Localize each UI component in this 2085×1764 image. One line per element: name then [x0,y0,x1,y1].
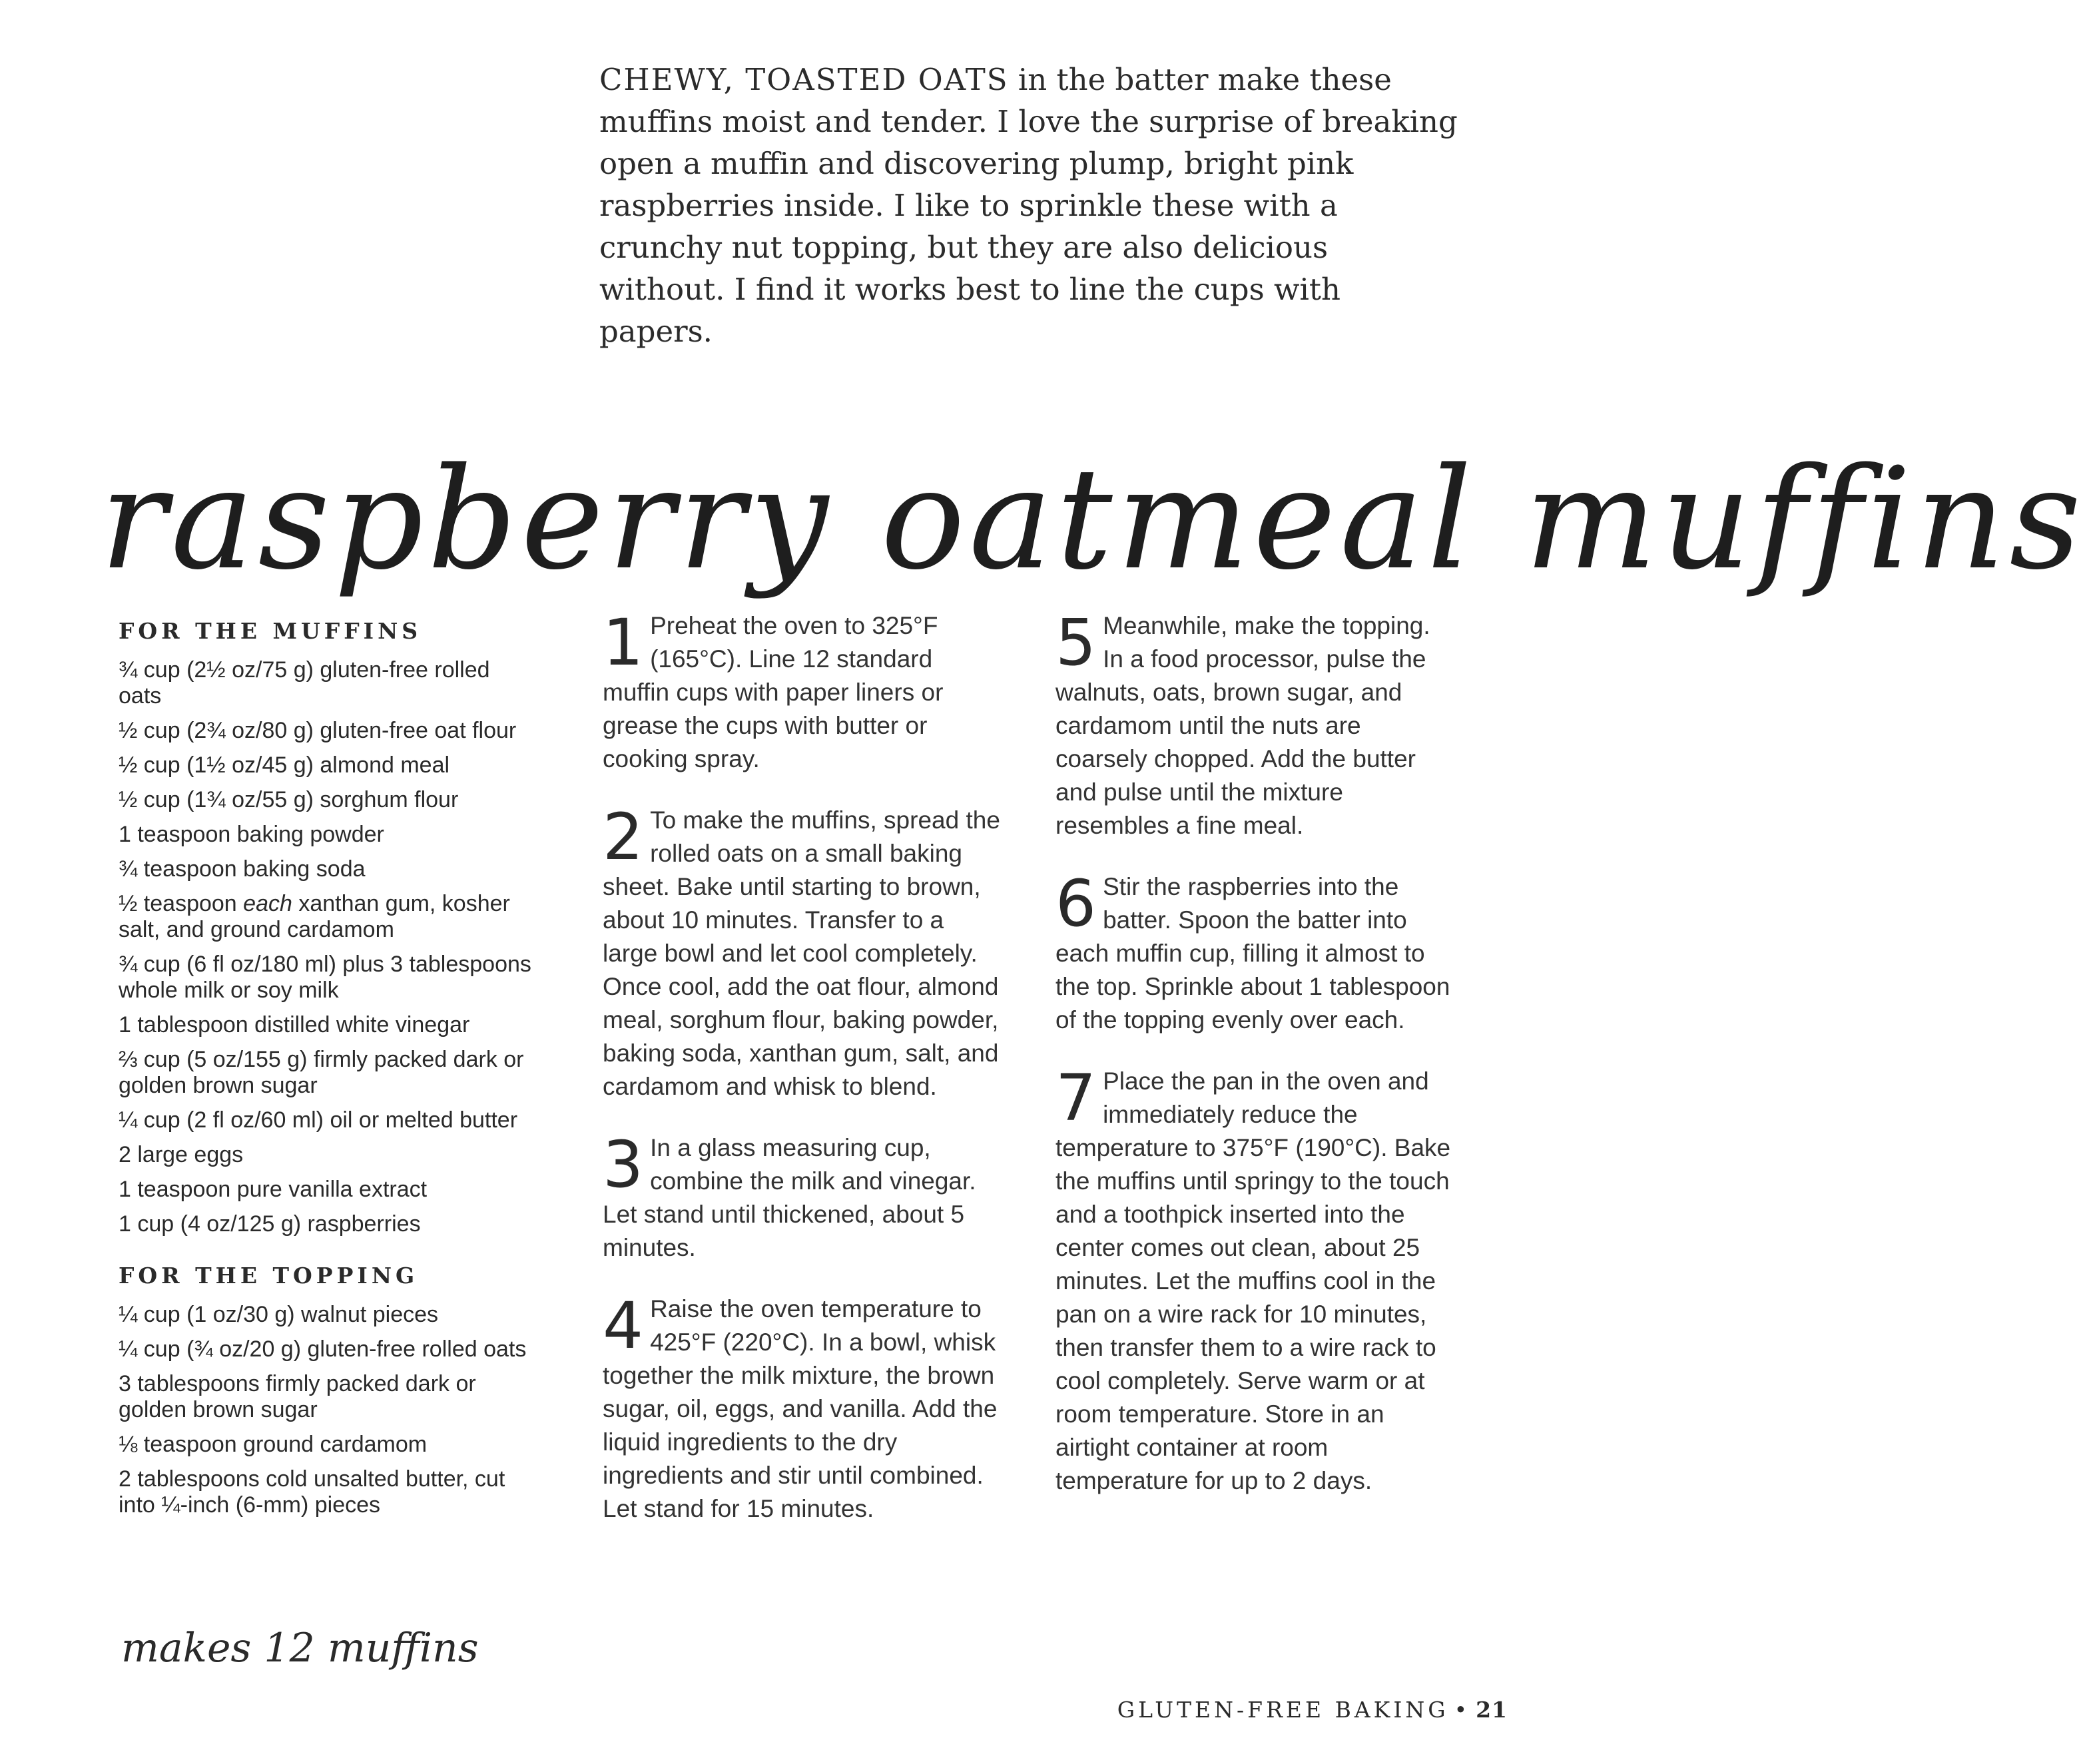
ingredient-item: 1 tablespoon distilled white vinegar [119,1012,470,1037]
book-title: GLUTEN-FREE BAKING [1117,1697,1449,1723]
ingredients-column [119,618,531,1527]
ingredient-item: ¾ cup (2½ oz/75 g) gluten-free rolled oats [119,657,490,709]
recipe-title: raspberry oatmeal muffins [100,438,2085,601]
step-number: 3 [603,1127,644,1202]
ingredient-item-each [119,891,531,943]
step-text: Raise the oven temperature to 425°F (220°C). In a bowl, whisk together the milk mixture, the brown sugar, oil, eggs, and vanilla. Add the liquid ingredients to the dry ingredients and stir until combined. Let stand for 15 minutes. [603,1295,998,1522]
step-4 [603,1289,1002,1526]
intro-text: in the batter make these muffins moist and tender. I love the surprise of breaking open a muffin and discovering plump, bright pink raspberries inside. I like to sprinkle these with a crunchy nut topping, but they are also delicious without. I find it works best to line the cups with papers. [599,62,1458,349]
ingredient-item: ½ cup (1¾ oz/55 g) sorghum flour [119,787,459,812]
recipe-yield: makes 12 muffins [121,1625,479,1671]
muffins-ingredient-list [119,657,531,1237]
step-number: 6 [1055,866,1097,941]
step-text: Preheat the oven to 325°F (165°C). Line 12 standard muffin cups with paper liners or grease the cups with butter or cooking spray. [603,612,944,772]
step-6 [1055,866,1455,1037]
steps-column-1 [603,605,1002,1554]
ingredient-item: 3 tablespoons firmly packed dark or golden brown sugar [119,1371,476,1422]
topping-heading: FOR THE TOPPING [119,1263,419,1289]
each-suffix: xanthan gum, kosher salt, and ground cardamom [119,891,510,942]
ingredient-item: ¼ cup (2 fl oz/60 ml) oil or melted butter [119,1107,518,1133]
step-number: 7 [1055,1061,1097,1135]
ingredient-item: ½ cup (1½ oz/45 g) almond meal [119,752,450,778]
intro-lead: CHEWY, TOASTED OATS [599,62,1009,97]
page-footer [1117,1697,1508,1723]
step-number: 4 [603,1289,644,1363]
step-number: 2 [603,800,644,874]
step-text: Place the pan in the oven and immediately reduce the temperature to 375°F (190°C). Bake the muffins until springy to the touch and a toothpick inserted into the center comes out clean, about 25 minutes. Let the muffins cool in the pan on a wire rack for 10 minutes, then transfer them to a wire rack to cool completely. Serve warm or at room temperature. Store in an airtight container at room temperature for up to 2 days. [1055,1067,1451,1494]
step-1 [603,605,1002,776]
step-7 [1055,1061,1455,1498]
step-text: To make the muffins, spread the rolled oats on a small baking sheet. Bake until starting to brown, about 10 minutes. Transfer to a large bowl and let cool completely. Once cool, add the oat flour, almond meal, sorghum flour, baking powder, baking soda, xanthan gum, salt, and cardamom and whisk to blend. [603,806,1000,1100]
muffins-heading: FOR THE MUFFINS [119,618,422,644]
step-text: Stir the raspberries into the batter. Spoon the batter into each muffin cup, filling it almost to the top. Sprinkle about 1 tablespoon of the topping evenly over each. [1055,873,1450,1033]
step-5 [1055,605,1455,842]
topping-ingredient-list [119,1302,531,1518]
step-2 [603,800,1002,1103]
page-number: 21 [1476,1697,1508,1723]
each-word: each [243,891,292,916]
ingredient-item: ¾ teaspoon baking soda [119,856,366,882]
ingredient-item: ½ cup (2¾ oz/80 g) gluten-free oat flour [119,718,517,743]
step-text: Meanwhile, make the topping. In a food processor, pulse the walnuts, oats, brown sugar, and cardamom until the nuts are coarsely chopped. Add the butter and pulse until the mixture resembles a fine meal. [1055,612,1430,839]
intro-paragraph [599,59,1458,352]
ingredient-item: ¼ cup (¾ oz/20 g) gluten-free rolled oats [119,1336,527,1362]
steps-column-2 [1055,605,1455,1526]
ingredient-item: ¾ cup (6 fl oz/180 ml) plus 3 tablespoons whole milk or soy milk [119,952,531,1003]
step-number: 1 [603,605,644,680]
step-number: 5 [1055,605,1097,680]
each-prefix: ½ teaspoon [119,891,244,916]
step-3 [603,1127,1002,1265]
ingredient-item: 1 teaspoon baking powder [119,822,384,847]
ingredient-item: ¼ cup (1 oz/30 g) walnut pieces [119,1302,439,1327]
step-text: In a glass measuring cup, combine the milk and vinegar. Let stand until thickened, about 5 minutes. [603,1134,976,1261]
ingredient-item: ⅔ cup (5 oz/155 g) firmly packed dark or golden brown sugar [119,1047,524,1098]
ingredient-item: 2 tablespoons cold unsalted butter, cut into ¼-inch (6-mm) pieces [119,1466,505,1518]
bullet-separator: • [1454,1697,1471,1723]
ingredient-item: ⅛ teaspoon ground cardamom [119,1432,428,1457]
ingredient-item: 1 cup (4 oz/125 g) raspberries [119,1211,421,1237]
ingredient-item: 1 teaspoon pure vanilla extract [119,1177,428,1202]
ingredient-item: 2 large eggs [119,1142,244,1167]
